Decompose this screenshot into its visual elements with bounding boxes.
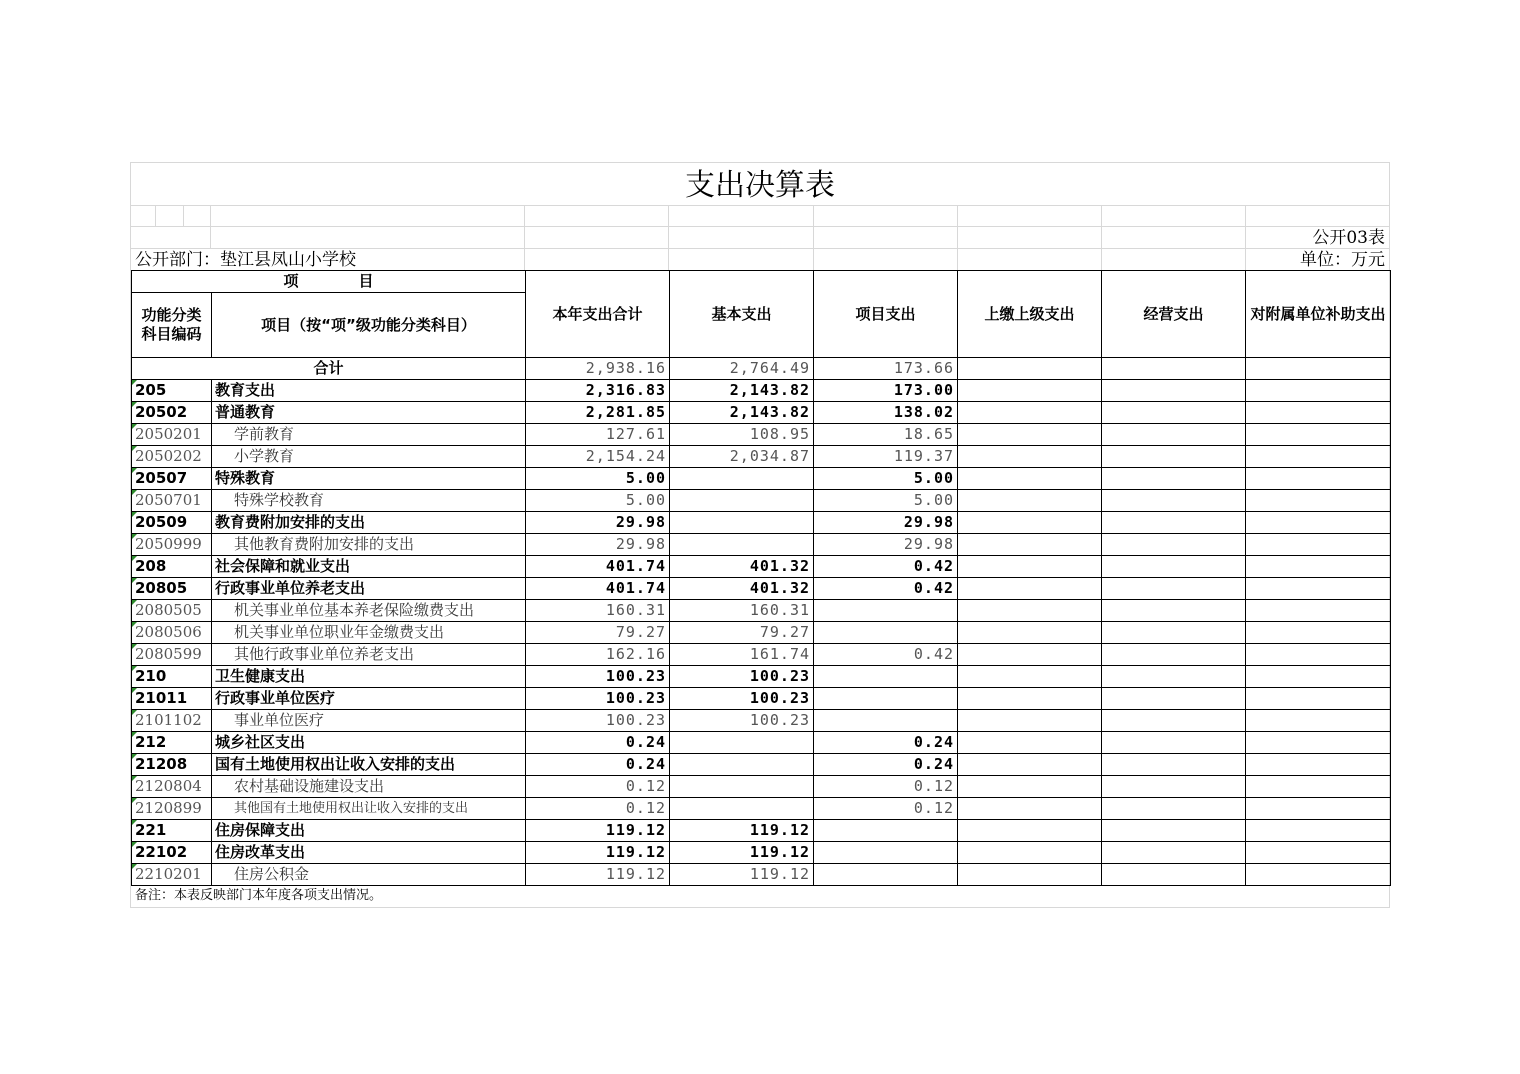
basic-cell: 119.12 <box>670 820 814 842</box>
subsidiary-cell <box>1246 644 1391 666</box>
basic-cell: 2,143.82 <box>670 380 814 402</box>
name-cell: 社会保障和就业支出 <box>212 556 526 578</box>
upper-cell <box>958 776 1102 798</box>
project-cell: 5.00 <box>814 490 958 512</box>
subsidiary-cell <box>1246 688 1391 710</box>
subsidiary-cell <box>1246 842 1391 864</box>
gridline <box>183 205 184 227</box>
total-cell: 100.23 <box>526 710 670 732</box>
business-cell <box>1102 446 1246 468</box>
upper-cell <box>958 644 1102 666</box>
subsidiary-cell <box>1246 578 1391 600</box>
business-cell <box>1102 534 1246 556</box>
business-cell <box>1102 468 1246 490</box>
basic-cell: 119.12 <box>670 864 814 886</box>
total-cell: 29.98 <box>526 512 670 534</box>
name-cell: 普通教育 <box>212 402 526 424</box>
table-row <box>132 842 1391 864</box>
name-cell: 其他教育费附加安排的支出 <box>212 534 526 556</box>
table-row <box>132 402 1391 424</box>
total-cell: 401.74 <box>526 556 670 578</box>
name-cell: 国有土地使用权出让收入安排的支出 <box>212 754 526 776</box>
subsidiary-cell <box>1246 864 1391 886</box>
upper-cell <box>958 600 1102 622</box>
subsidiary-cell <box>1246 622 1391 644</box>
business-cell <box>1102 688 1246 710</box>
subsidiary-cell <box>1246 776 1391 798</box>
table-row <box>132 776 1391 798</box>
name-cell: 学前教育 <box>212 424 526 446</box>
total-cell: 5.00 <box>526 490 670 512</box>
total-cell: 0.12 <box>526 776 670 798</box>
upper-cell <box>958 820 1102 842</box>
project-cell: 29.98 <box>814 512 958 534</box>
total-cell: 2,281.85 <box>526 402 670 424</box>
project-cell: 0.42 <box>814 644 958 666</box>
table-row <box>132 578 1391 600</box>
project-cell: 0.42 <box>814 556 958 578</box>
gridline <box>957 205 958 271</box>
total-cell: 79.27 <box>526 622 670 644</box>
table-row <box>132 754 1391 776</box>
basic-cell: 160.31 <box>670 600 814 622</box>
project-cell <box>814 688 958 710</box>
upper-cell <box>958 666 1102 688</box>
upper-cell <box>958 468 1102 490</box>
business-cell <box>1102 820 1246 842</box>
business-cell <box>1102 864 1246 886</box>
code-cell: 20507 <box>132 468 212 490</box>
upper-cell <box>958 402 1102 424</box>
upper-cell <box>958 534 1102 556</box>
gridline <box>131 205 1389 206</box>
basic-cell: 100.23 <box>670 710 814 732</box>
upper-cell <box>958 578 1102 600</box>
code-cell: 205 <box>132 380 212 402</box>
project-cell: 0.12 <box>814 776 958 798</box>
table-row <box>132 732 1391 754</box>
table-row <box>132 600 1391 622</box>
total-cell: 5.00 <box>526 468 670 490</box>
subsidiary-cell <box>1246 402 1391 424</box>
project-cell: 0.24 <box>814 754 958 776</box>
name-cell: 其他行政事业单位养老支出 <box>212 644 526 666</box>
code-cell: 2120899 <box>132 798 212 820</box>
table-row <box>132 644 1391 666</box>
total-cell: 160.31 <box>526 600 670 622</box>
subsidiary-cell <box>1246 380 1391 402</box>
gridline <box>524 205 525 271</box>
basic-cell: 161.74 <box>670 644 814 666</box>
subsidiary-cell <box>1246 820 1391 842</box>
table-row <box>132 666 1391 688</box>
table-row <box>132 490 1391 512</box>
name-cell: 住房保障支出 <box>212 820 526 842</box>
table-row <box>132 820 1391 842</box>
code-cell: 21011 <box>132 688 212 710</box>
table-row <box>132 710 1391 732</box>
code-cell: 22102 <box>132 842 212 864</box>
subsidiary-cell <box>1246 534 1391 556</box>
header-total: 本年支出合计 <box>526 271 670 358</box>
total-cell: 127.61 <box>526 424 670 446</box>
upper-cell <box>958 732 1102 754</box>
code-cell: 2080505 <box>132 600 212 622</box>
project-cell: 29.98 <box>814 534 958 556</box>
basic-cell: 2,143.82 <box>670 402 814 424</box>
header-code: 功能分类科目编码 <box>132 293 212 358</box>
upper-cell <box>958 424 1102 446</box>
basic-cell: 401.32 <box>670 578 814 600</box>
code-cell: 2050999 <box>132 534 212 556</box>
basic-cell: 100.23 <box>670 666 814 688</box>
total-cell: 162.16 <box>526 644 670 666</box>
basic-cell: 79.27 <box>670 622 814 644</box>
spreadsheet-page <box>130 162 1390 908</box>
name-cell: 行政事业单位养老支出 <box>212 578 526 600</box>
subsidiary-cell <box>1246 732 1391 754</box>
gridline <box>668 205 669 271</box>
total-cell: 100.23 <box>526 666 670 688</box>
footnote: 备注：本表反映部门本年度各项支出情况。 <box>135 888 383 903</box>
table-row <box>132 864 1391 886</box>
subsidiary-cell <box>1246 358 1391 380</box>
table-row <box>132 556 1391 578</box>
total-cell: 2,938.16 <box>526 358 670 380</box>
code-cell: 2050202 <box>132 446 212 468</box>
page-title: 支出决算表 <box>685 168 835 203</box>
business-cell <box>1102 842 1246 864</box>
table-row <box>132 424 1391 446</box>
header-basic: 基本支出 <box>670 271 814 358</box>
basic-cell <box>670 776 814 798</box>
upper-cell <box>958 864 1102 886</box>
project-cell: 173.00 <box>814 380 958 402</box>
upper-cell <box>958 380 1102 402</box>
expenditure-table <box>131 270 1391 886</box>
table-row <box>132 468 1391 490</box>
business-cell <box>1102 600 1246 622</box>
business-cell <box>1102 666 1246 688</box>
project-cell: 0.12 <box>814 798 958 820</box>
gridline <box>210 205 211 249</box>
total-cell: 0.24 <box>526 732 670 754</box>
business-cell <box>1102 644 1246 666</box>
code-cell: 2080506 <box>132 622 212 644</box>
unit-label: 单位：万元 <box>1300 250 1385 270</box>
name-cell: 特殊教育 <box>212 468 526 490</box>
code-cell: 2101102 <box>132 710 212 732</box>
header-item-group: 项 目 <box>132 271 526 293</box>
upper-cell <box>958 688 1102 710</box>
business-cell <box>1102 490 1246 512</box>
name-cell: 教育支出 <box>212 380 526 402</box>
code-cell: 2080599 <box>132 644 212 666</box>
subsidiary-cell <box>1246 600 1391 622</box>
total-cell: 119.12 <box>526 820 670 842</box>
code-cell: 20805 <box>132 578 212 600</box>
subsidiary-cell <box>1246 710 1391 732</box>
business-cell <box>1102 380 1246 402</box>
basic-cell <box>670 534 814 556</box>
total-cell: 2,154.24 <box>526 446 670 468</box>
total-row <box>132 358 1391 380</box>
business-cell <box>1102 754 1246 776</box>
business-cell <box>1102 732 1246 754</box>
code-cell: 208 <box>132 556 212 578</box>
code-cell: 2120804 <box>132 776 212 798</box>
name-cell: 住房改革支出 <box>212 842 526 864</box>
subsidiary-cell <box>1246 512 1391 534</box>
table-row <box>132 622 1391 644</box>
code-cell: 221 <box>132 820 212 842</box>
upper-cell <box>958 358 1102 380</box>
basic-cell <box>670 512 814 534</box>
header-upper: 上缴上级支出 <box>958 271 1102 358</box>
business-cell <box>1102 512 1246 534</box>
code-cell: 2050701 <box>132 490 212 512</box>
total-cell: 119.12 <box>526 842 670 864</box>
name-cell: 行政事业单位医疗 <box>212 688 526 710</box>
table-row <box>132 512 1391 534</box>
code-cell: 2210201 <box>132 864 212 886</box>
code-cell: 21208 <box>132 754 212 776</box>
table-row <box>132 380 1391 402</box>
basic-cell <box>670 798 814 820</box>
table-row <box>132 446 1391 468</box>
basic-cell: 401.32 <box>670 556 814 578</box>
project-cell: 138.02 <box>814 402 958 424</box>
project-cell <box>814 622 958 644</box>
name-cell: 小学教育 <box>212 446 526 468</box>
total-label: 合计 <box>132 358 526 380</box>
project-cell <box>814 842 958 864</box>
subsidiary-cell <box>1246 424 1391 446</box>
name-cell: 其他国有土地使用权出让收入安排的支出 <box>212 798 526 820</box>
total-cell: 0.12 <box>526 798 670 820</box>
subsidiary-cell <box>1246 468 1391 490</box>
total-cell: 119.12 <box>526 864 670 886</box>
project-cell: 0.42 <box>814 578 958 600</box>
project-cell: 173.66 <box>814 358 958 380</box>
form-number: 公开03表 <box>1312 228 1385 248</box>
gridline <box>813 205 814 271</box>
name-cell: 教育费附加安排的支出 <box>212 512 526 534</box>
business-cell <box>1102 424 1246 446</box>
total-cell: 0.24 <box>526 754 670 776</box>
project-cell <box>814 600 958 622</box>
name-cell: 机关事业单位职业年金缴费支出 <box>212 622 526 644</box>
subsidiary-cell <box>1246 556 1391 578</box>
business-cell <box>1102 798 1246 820</box>
total-cell: 2,316.83 <box>526 380 670 402</box>
subsidiary-cell <box>1246 490 1391 512</box>
project-cell <box>814 820 958 842</box>
upper-cell <box>958 556 1102 578</box>
basic-cell <box>670 754 814 776</box>
name-cell: 住房公积金 <box>212 864 526 886</box>
header-name: 项目（按“项”级功能分类科目） <box>212 293 526 358</box>
subsidiary-cell <box>1246 666 1391 688</box>
code-cell: 2050201 <box>132 424 212 446</box>
code-cell: 20502 <box>132 402 212 424</box>
total-cell: 100.23 <box>526 688 670 710</box>
upper-cell <box>958 710 1102 732</box>
gridline <box>155 205 156 227</box>
business-cell <box>1102 622 1246 644</box>
upper-cell <box>958 446 1102 468</box>
business-cell <box>1102 358 1246 380</box>
table-row <box>132 534 1391 556</box>
basic-cell <box>670 468 814 490</box>
upper-cell <box>958 490 1102 512</box>
code-cell: 212 <box>132 732 212 754</box>
name-cell: 特殊学校教育 <box>212 490 526 512</box>
project-cell: 5.00 <box>814 468 958 490</box>
business-cell <box>1102 556 1246 578</box>
basic-cell: 119.12 <box>670 842 814 864</box>
business-cell <box>1102 710 1246 732</box>
business-cell <box>1102 402 1246 424</box>
upper-cell <box>958 754 1102 776</box>
header-project: 项目支出 <box>814 271 958 358</box>
project-cell: 119.37 <box>814 446 958 468</box>
department-label: 公开部门：垫江县凤山小学校 <box>135 250 356 270</box>
gridline <box>1245 205 1246 271</box>
table-row <box>132 798 1391 820</box>
project-cell <box>814 666 958 688</box>
gridline <box>131 226 1389 227</box>
table-row <box>132 688 1391 710</box>
upper-cell <box>958 622 1102 644</box>
upper-cell <box>958 512 1102 534</box>
name-cell: 城乡社区支出 <box>212 732 526 754</box>
gridline <box>1101 205 1102 271</box>
name-cell: 农村基础设施建设支出 <box>212 776 526 798</box>
total-cell: 29.98 <box>526 534 670 556</box>
basic-cell: 100.23 <box>670 688 814 710</box>
header-business: 经营支出 <box>1102 271 1246 358</box>
total-cell: 401.74 <box>526 578 670 600</box>
project-cell <box>814 710 958 732</box>
business-cell <box>1102 776 1246 798</box>
name-cell: 机关事业单位基本养老保险缴费支出 <box>212 600 526 622</box>
basic-cell <box>670 490 814 512</box>
basic-cell: 2,034.87 <box>670 446 814 468</box>
subsidiary-cell <box>1246 754 1391 776</box>
project-cell <box>814 864 958 886</box>
project-cell: 0.24 <box>814 732 958 754</box>
code-cell: 210 <box>132 666 212 688</box>
basic-cell: 108.95 <box>670 424 814 446</box>
upper-cell <box>958 842 1102 864</box>
subsidiary-cell <box>1246 798 1391 820</box>
upper-cell <box>958 798 1102 820</box>
header-subsidiary: 对附属单位补助支出 <box>1246 271 1391 358</box>
name-cell: 事业单位医疗 <box>212 710 526 732</box>
subsidiary-cell <box>1246 446 1391 468</box>
business-cell <box>1102 578 1246 600</box>
basic-cell: 2,764.49 <box>670 358 814 380</box>
project-cell: 18.65 <box>814 424 958 446</box>
basic-cell <box>670 732 814 754</box>
name-cell: 卫生健康支出 <box>212 666 526 688</box>
code-cell: 20509 <box>132 512 212 534</box>
